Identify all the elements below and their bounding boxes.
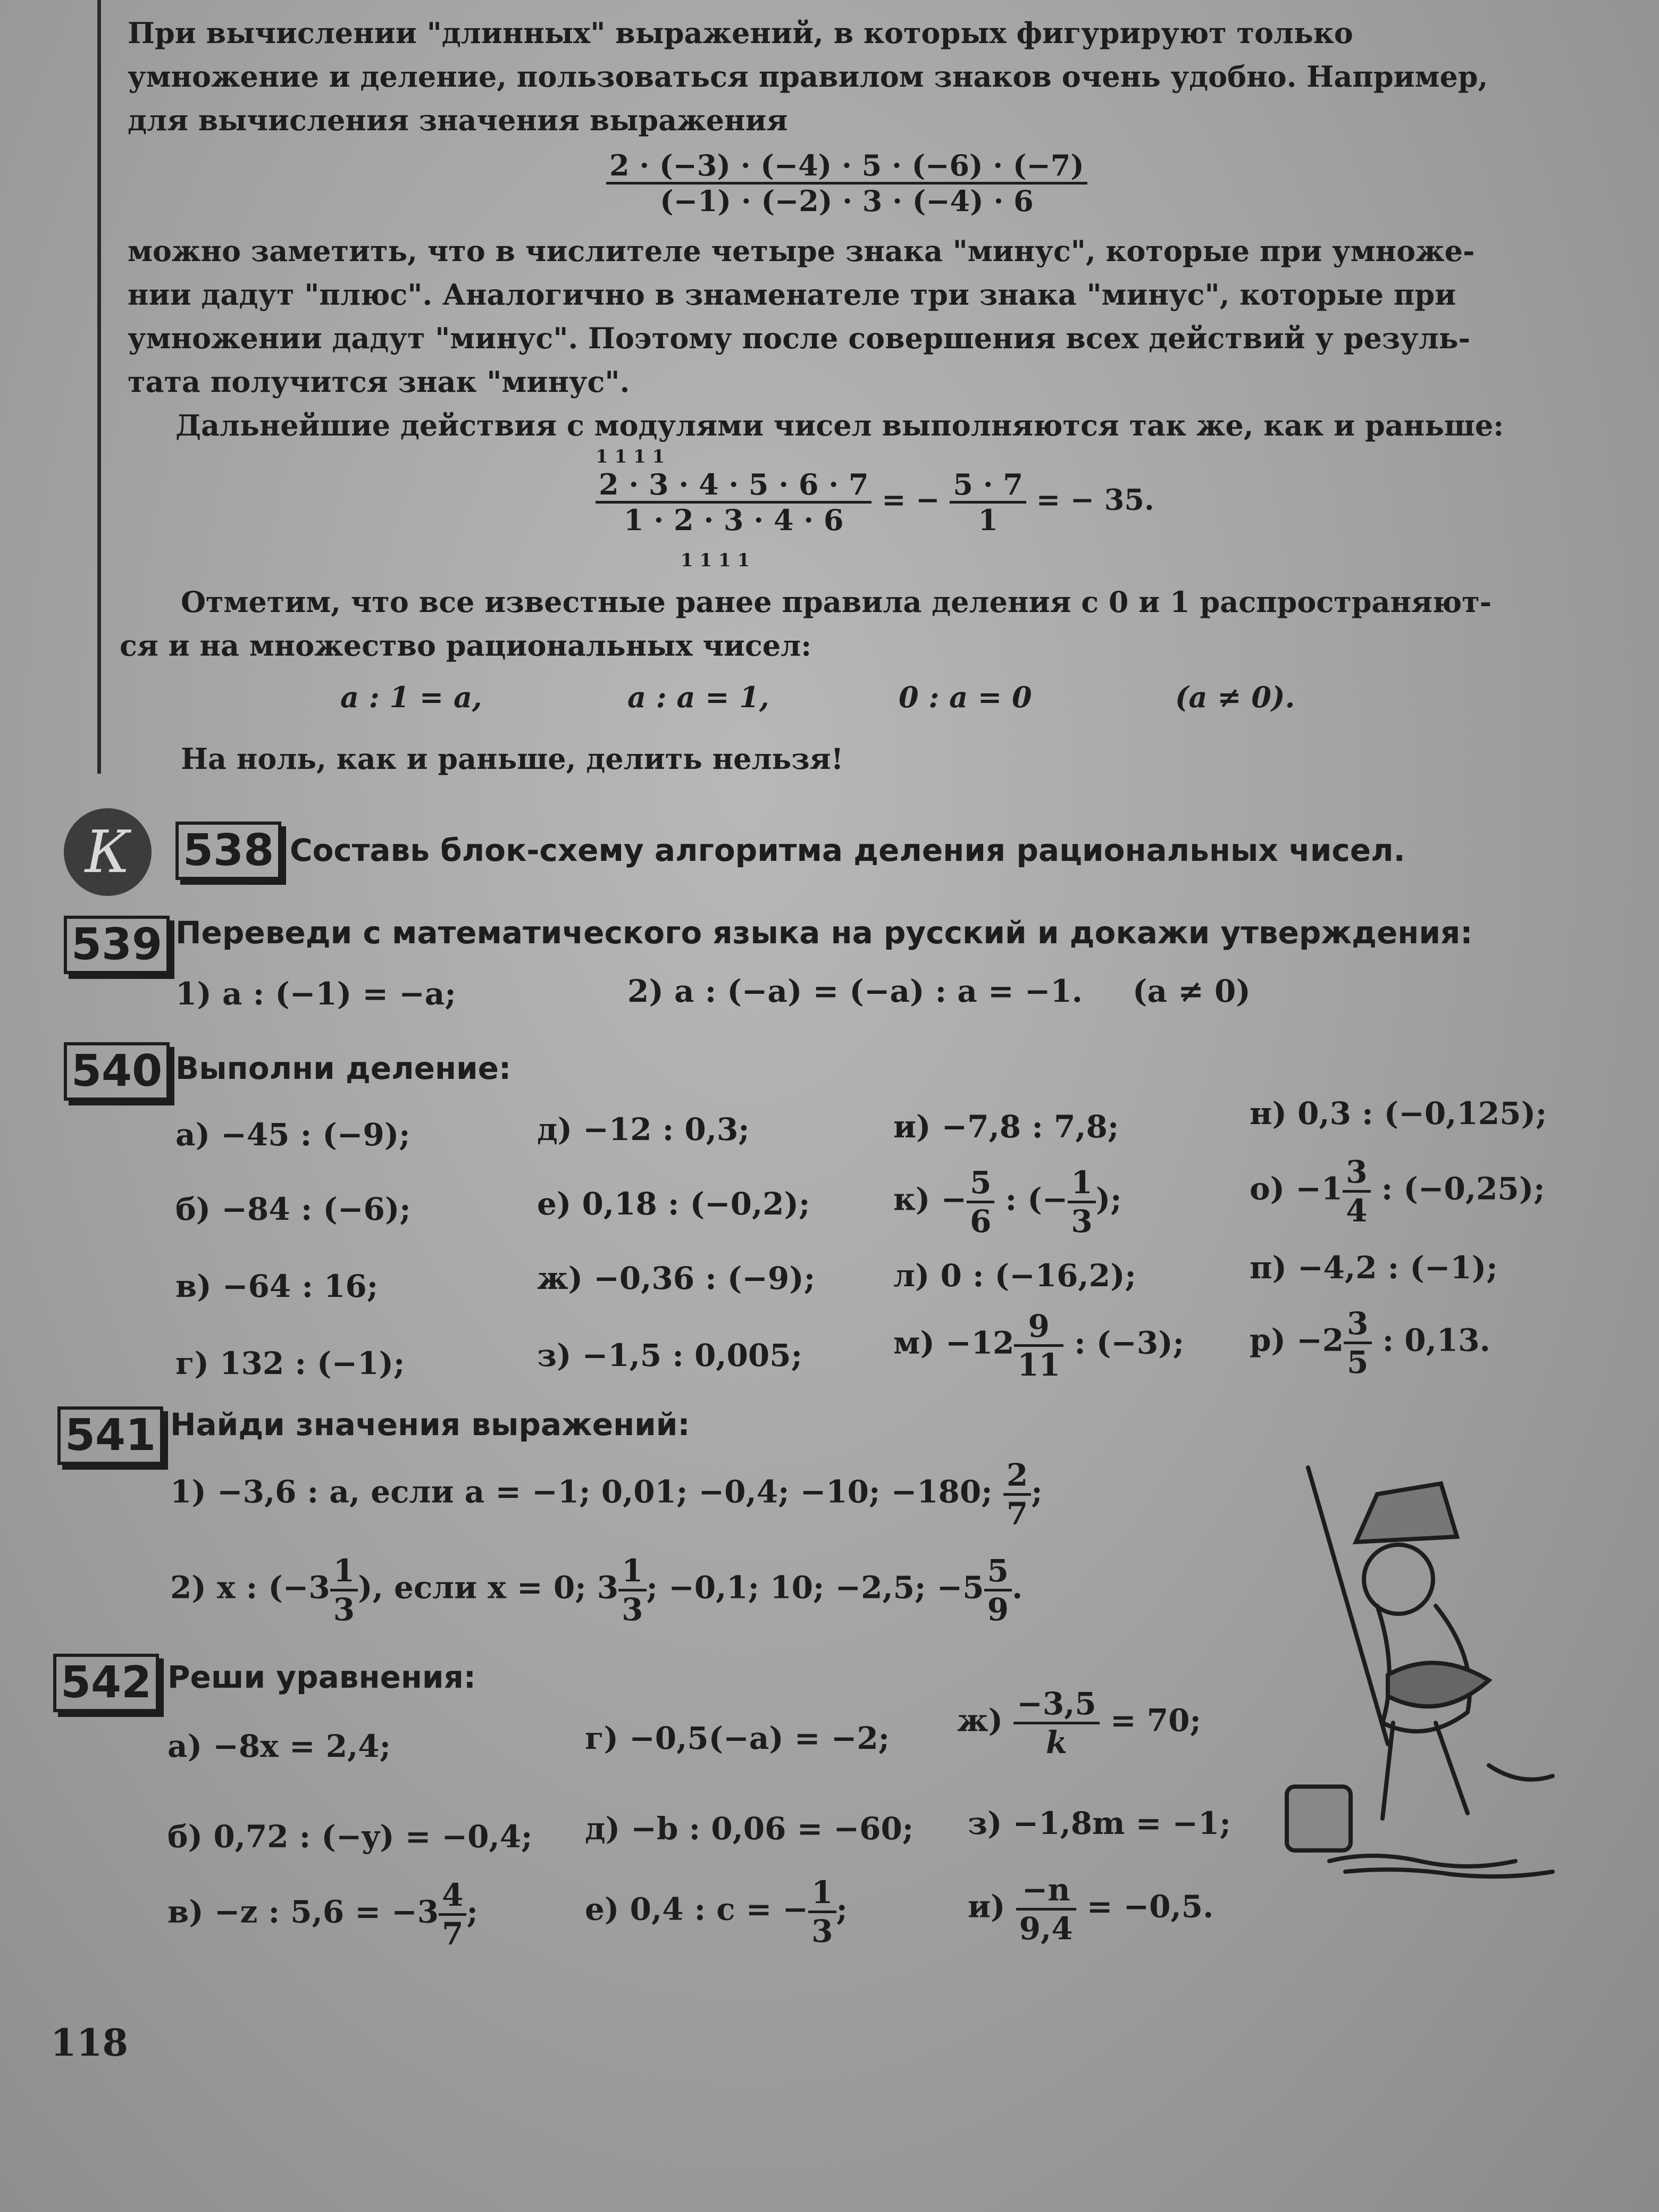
example-fraction: $\frac{2 \cdot (-3) \cdot (-4) \cdot 5 \cdot (-6) \cdot (-7)}{(-1) \cdot (-2) \cdot 3 \cdot (-4) \cdot 6}$ [606, 149, 1087, 217]
task-540-item: з) −1,5 : 0,005; [537, 1337, 802, 1373]
task-540-item-o: о) −1 $\frac{3}{4}$ : (−0,25); [1250, 1154, 1545, 1229]
cancel-marks-bottom: 1 1 1 1 [681, 550, 750, 571]
intro-line: для вычисления значения выражения [128, 103, 788, 137]
intro-line: Дальнейшие действия с модулями чисел выполняются так же, как и раньше: [175, 408, 1504, 442]
task-542-item-v: в) −z : 5,6 = −3 $\frac{4}{7}$ ; [167, 1877, 478, 1952]
task-540-item: в) −64 : 16; [175, 1268, 379, 1304]
task-542-item: а) −8x = 2,4; [167, 1728, 391, 1764]
task-541-text: Найди значения выражений: [170, 1406, 690, 1443]
task-540-text: Выполни деление: [175, 1050, 512, 1086]
task-542-item: д) −b : 0,06 = −60; [585, 1811, 914, 1847]
page-number: 118 [51, 2021, 129, 2065]
margin-rule [97, 0, 101, 774]
intro-line: умножение и деление, пользоваться правилом знаков очень удобно. Например, [128, 60, 1488, 94]
intro-line: умножении дадут "минус". Поэтому после совершения всех действий у резуль- [128, 321, 1470, 355]
task-542-item-e: е) 0,4 : c = − $\frac{1}{3}$ ; [585, 1874, 848, 1949]
task-540-item: ж) −0,36 : (−9); [537, 1260, 816, 1296]
intro-line: Отметим, что все известные ранее правила деления с 0 и 1 распространяют- [181, 585, 1492, 619]
task-539-text: Переведи с математического языка на русский и докажи утверждения: [175, 915, 1473, 951]
task-540-item-r: р) −2 $\frac{3}{5}$ : 0,13. [1250, 1305, 1490, 1380]
task-539-item: 1) a : (−1) = −a; [175, 976, 456, 1012]
task-540-item: б) −84 : (−6); [175, 1191, 411, 1227]
intro-line: нии дадут "плюс". Аналогично в знаменателе три знака "минус", которые при [128, 278, 1456, 312]
task-number-539: 539 [64, 916, 170, 974]
task-number-540: 540 [64, 1042, 170, 1101]
division-rule: (a ≠ 0). [1175, 680, 1295, 714]
task-542-item: г) −0,5(−a) = −2; [585, 1720, 890, 1756]
task-number-542: 542 [53, 1654, 159, 1712]
task-541-line1: 1) −3,6 : a, если a = −1; 0,01; −0,4; −10; −180; $\frac{2}{7}$ ; [170, 1457, 1043, 1532]
task-542-item: з) −1,8m = −1; [968, 1805, 1231, 1841]
task-540-item-m: м) −12 $\frac{9}{11}$ : (−3); [893, 1308, 1185, 1383]
intro-line: тата получится знак "минус". [128, 365, 630, 399]
intro-line: можно заметить, что в числителе четыре знака "минус", которые при умноже- [128, 234, 1475, 268]
task-540-item: а) −45 : (−9); [175, 1117, 410, 1153]
task-540-item: н) 0,3 : (−0,125); [1250, 1095, 1547, 1132]
fisherman-illustration-icon [1266, 1446, 1595, 1882]
intro-line: ся и на множество рациональных чисел: [120, 629, 812, 663]
task-540-item: и) −7,8 : 7,8; [893, 1109, 1119, 1145]
task-540-item: г) 132 : (−1); [175, 1345, 405, 1381]
division-rule: 0 : a = 0 [899, 680, 1032, 714]
task-number-541: 541 [57, 1406, 163, 1465]
modulus-fraction: $\frac{2 \cdot 3 \cdot 4 \cdot 5 \cdot 6 \cdot 7}{1 \cdot 2 \cdot 3 \cdot 4 \cdot 6}$ = − $\frac{5 \cdot 7}{1}$ = − 35. [596, 468, 1154, 537]
k-task-icon: К [64, 808, 152, 896]
task-538-text: Составь блок-схему алгоритма деления рациональных чисел. [290, 832, 1405, 868]
cancel-marks-top: 1 1 1 1 [596, 446, 665, 467]
warning-text: На ноль, как и раньше, делить нельзя! [181, 742, 844, 776]
task-540-item: л) 0 : (−16,2); [893, 1258, 1136, 1294]
division-rule: a : a = 1, [627, 680, 769, 714]
division-rule: a : 1 = a, [340, 680, 482, 714]
task-542-item-zh: ж) $\frac{-3,5}{k}$ = 70; [957, 1686, 1201, 1761]
task-540-item: е) 0,18 : (−0,2); [537, 1186, 810, 1222]
task-539-condition: (a ≠ 0) [1133, 973, 1251, 1009]
task-539-item: 2) a : (−a) = (−a) : a = −1. [627, 973, 1083, 1009]
intro-line: При вычислении "длинных" выражений, в которых фигурируют только [128, 16, 1353, 50]
task-number-538: 538 [175, 822, 281, 880]
task-540-item: д) −12 : 0,3; [537, 1111, 750, 1147]
task-541-line2: 2) x : (−3 $\frac{1}{3}$ ), если x = 0; 3 $\frac{1}{3}$ ; −0,1; 10; −2,5; −5 $\frac{5}{9}$ . [170, 1553, 1023, 1628]
task-542-item: б) 0,72 : (−y) = −0,4; [167, 1819, 533, 1855]
task-542-text: Реши уравнения: [167, 1659, 476, 1695]
task-540-item-k: к) − $\frac{5}{6}$ : (− $\frac{1}{3}$ ); [893, 1164, 1122, 1239]
task-540-item: п) −4,2 : (−1); [1250, 1250, 1498, 1286]
task-542-item-i: и) $\frac{-n}{9,4}$ = −0,5. [968, 1872, 1214, 1947]
